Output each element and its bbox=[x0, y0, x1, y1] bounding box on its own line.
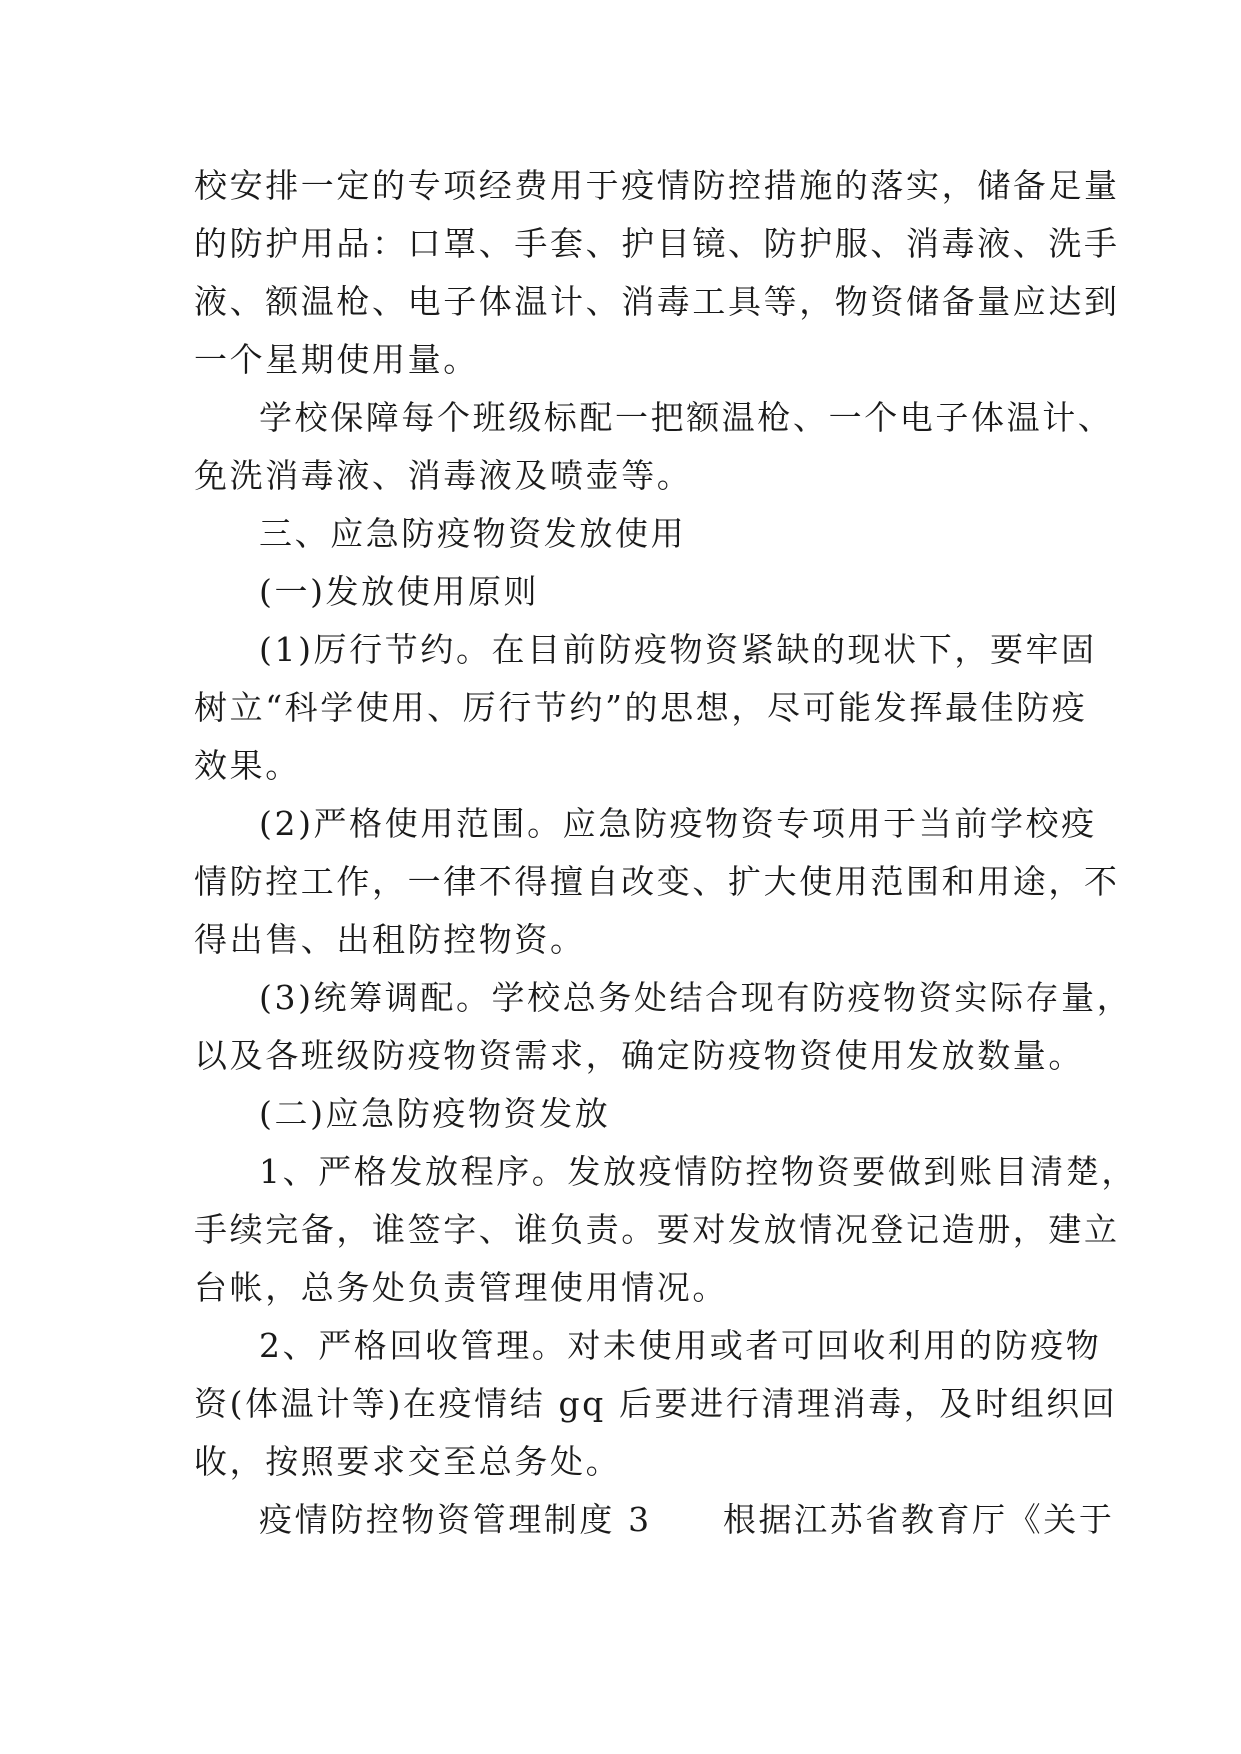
text-line: 学校保障每个班级标配一把额温枪、一个电子体温计、 bbox=[259, 398, 1114, 437]
section-heading: 三、应急防疫物资发放使用 bbox=[259, 514, 687, 553]
text-line: (1)厉行节约。在目前防疫物资紧缺的现状下，要牢固 bbox=[259, 630, 1097, 669]
text-line: 树立“科学使用、厉行节约”的思想，尽可能发挥最佳防疫 bbox=[194, 688, 1088, 727]
text-line: 液、额温枪、电子体温计、消毒工具等，物资储备量应达到 bbox=[194, 282, 1120, 321]
text-line: 免洗消毒液、消毒液及喷壶等。 bbox=[194, 456, 693, 495]
text-line: 的防护用品：口罩、手套、护目镜、防护服、消毒液、洗手 bbox=[194, 224, 1120, 263]
text-line: 校安排一定的专项经费用于疫情防控措施的落实，储备足量 bbox=[194, 166, 1120, 205]
text-line: 手续完备，谁签字、谁负责。要对发放情况登记造册，建立 bbox=[194, 1210, 1120, 1249]
text-line: 以及各班级防疫物资需求，确定防疫物资使用发放数量。 bbox=[194, 1036, 1084, 1075]
subsection-heading: (一)发放使用原则 bbox=[259, 572, 540, 611]
text-line: 情防控工作，一律不得擅自改变、扩大使用范围和用途，不 bbox=[194, 862, 1120, 901]
text-line: 2、严格回收管理。对未使用或者可回收利用的防疫物 bbox=[259, 1326, 1102, 1365]
text-line: 收，按照要求交至总务处。 bbox=[194, 1442, 622, 1481]
subsection-heading: (二)应急防疫物资发放 bbox=[259, 1094, 611, 1133]
text-line: 得出售、出租防控物资。 bbox=[194, 920, 586, 959]
text-line: (2)严格使用范围。应急防疫物资专项用于当前学校疫 bbox=[259, 804, 1097, 843]
text-line: 疫情防控物资管理制度 3 根据江苏省教育厅《关于 bbox=[259, 1500, 1115, 1539]
text-line: 1、严格发放程序。发放疫情防控物资要做到账目清楚， bbox=[259, 1152, 1137, 1191]
text-line: 效果。 bbox=[194, 746, 301, 785]
text-line: 一个星期使用量。 bbox=[194, 340, 479, 379]
text-line: 台帐，总务处负责管理使用情况。 bbox=[194, 1268, 728, 1307]
text-line: 资(体温计等)在疫情结 gq 后要进行清理消毒，及时组织回 bbox=[194, 1384, 1118, 1423]
text-line: (3)统筹调配。学校总务处结合现有防疫物资实际存量， bbox=[259, 978, 1133, 1017]
